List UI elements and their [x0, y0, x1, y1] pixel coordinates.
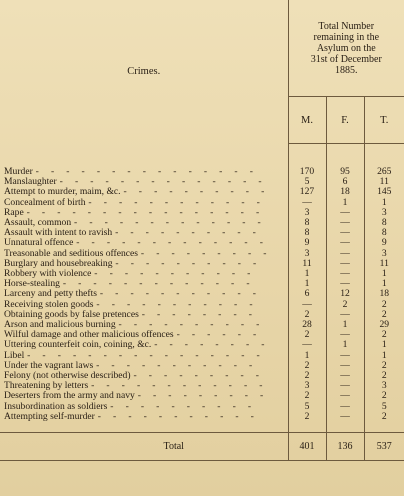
female-count: — — [326, 238, 364, 248]
leader-dots: - - - - - - - - - - - - — [85, 197, 261, 208]
crime-name: Unnatural offence — [4, 238, 74, 249]
crime-name: Obtaining goods by false pretences — [4, 309, 139, 320]
female-count: — — [326, 228, 364, 238]
table-row — [0, 361, 404, 371]
female-count: — — [326, 412, 364, 422]
table-row — [0, 412, 404, 422]
male-count: 28 — [288, 320, 326, 330]
leader-dots: - - - - - - - - - - - — [94, 411, 255, 422]
crime-label — [0, 391, 288, 401]
male-count: 2 — [288, 361, 326, 371]
crime-name: Wilful damage and other malicious offences — [4, 330, 174, 341]
leader-dots: - - - - - - - - - - - - - - — [56, 177, 263, 188]
male-count: 2 — [288, 330, 326, 340]
female-count: 2 — [326, 300, 364, 310]
total-count: 2 — [364, 300, 404, 310]
female-count: — — [326, 249, 364, 259]
crime-name: Receiving stolen goods — [4, 299, 94, 310]
female-count: — — [326, 279, 364, 289]
male-count: 127 — [288, 187, 326, 197]
female-column-heading: F. — [326, 97, 364, 144]
total-remaining-heading — [288, 0, 404, 97]
crime-label — [0, 371, 288, 381]
leader-dots: - - - - - - - - - — [134, 391, 264, 402]
total-count: 2 — [364, 412, 404, 422]
crime-name: Attempt to murder, maim, &c. — [4, 187, 121, 198]
male-count: 9 — [288, 238, 326, 248]
female-count: — — [326, 371, 364, 381]
table-row — [0, 320, 404, 330]
table-row — [0, 310, 404, 320]
table-row — [0, 198, 404, 208]
total-male: 401 — [288, 433, 326, 461]
total-count: 9 — [364, 238, 404, 248]
crime-label — [0, 300, 288, 310]
group-heading-line: Total Number — [318, 20, 375, 32]
crime-label — [0, 228, 288, 238]
total-count: 265 — [364, 167, 404, 177]
leader-dots: - - - - - - - - - - - — [96, 289, 257, 300]
female-count: 12 — [326, 289, 364, 299]
leader-dots: - - - - - - - - - - - — [93, 299, 254, 310]
leader-dots: - - - - - - - - - - - - - - - - — [24, 350, 261, 361]
leader-dots: - - - - - - - - - - — [115, 320, 260, 331]
leader-dots: - - - - - - - - - - - — [91, 269, 251, 280]
crime-label — [0, 289, 288, 299]
group-heading-line: remaining in the — [313, 31, 380, 43]
male-count: 1 — [288, 269, 326, 279]
male-count: 3 — [288, 381, 326, 391]
crime-name: Horse-stealing — [4, 279, 60, 290]
crime-label — [0, 310, 288, 320]
crime-label — [0, 340, 288, 350]
total-count: 145 — [364, 187, 404, 197]
crime-name: Libel — [4, 350, 25, 361]
crime-name: Uttering counterfeit coin, coining, &c. — [4, 340, 152, 351]
male-count: 5 — [288, 402, 326, 412]
female-count: — — [326, 218, 364, 228]
leader-dots: - - - - - - - - - - - - — [88, 381, 263, 392]
table-row — [0, 279, 404, 289]
crime-label — [0, 238, 288, 248]
male-count: 8 — [288, 228, 326, 238]
leader-dots: - - - - - - - - - - - - - - - - — [23, 207, 260, 218]
crime-label — [0, 402, 288, 412]
crime-label — [0, 269, 288, 279]
total-all: 537 — [364, 433, 404, 461]
female-count: — — [326, 269, 364, 279]
crime-name: Concealment of birth — [4, 197, 86, 208]
crimes-column-heading: Crimes. — [127, 66, 161, 78]
crime-name: Insubordination as soldiers — [4, 401, 108, 412]
total-count: 1 — [364, 351, 404, 361]
male-count: 2 — [288, 371, 326, 381]
male-count: 2 — [288, 310, 326, 320]
table-row — [0, 402, 404, 412]
female-count: — — [326, 351, 364, 361]
total-count: 11 — [364, 259, 404, 269]
male-count: 170 — [288, 167, 326, 177]
male-count: 8 — [288, 218, 326, 228]
crime-name: Deserters from the army and navy — [4, 391, 135, 402]
leader-dots: - - - - - - - - - - — [112, 258, 257, 269]
leader-dots: - - - - - - - - - - — [112, 228, 257, 239]
table-spacer — [0, 144, 404, 168]
crime-label — [0, 361, 288, 371]
table-row — [0, 381, 404, 391]
crime-name: Arson and malicious burning — [4, 320, 116, 331]
female-count: — — [326, 391, 364, 401]
total-count: 2 — [364, 391, 404, 401]
crime-name: Felony (not otherwise described) — [4, 371, 131, 382]
male-count: 6 — [288, 289, 326, 299]
leader-dots: - - - - - - - - - - - — [93, 360, 253, 371]
crime-label — [0, 412, 288, 422]
total-count: 29 — [364, 320, 404, 330]
crime-label — [0, 259, 288, 269]
crime-name: Murder — [4, 167, 33, 177]
leader-dots: - - - - - - - - — [151, 340, 265, 351]
total-count: 8 — [364, 218, 404, 228]
total-count: 1 — [364, 340, 404, 350]
total-count: 3 — [364, 249, 404, 259]
female-count: — — [326, 310, 364, 320]
crime-label — [0, 279, 288, 289]
total-female: 136 — [326, 433, 364, 461]
crime-name: Manslaughter — [4, 177, 57, 188]
crime-label — [0, 167, 288, 177]
male-count: — — [288, 340, 326, 350]
table-row — [0, 249, 404, 259]
total-count: 2 — [364, 330, 404, 340]
male-count: 2 — [288, 412, 326, 422]
crime-label — [0, 198, 288, 208]
crime-label — [0, 320, 288, 330]
leader-dots: - - - - - - - - - - - - - — [71, 218, 262, 229]
male-count: — — [288, 300, 326, 310]
leader-dots: - - - - - - - - - - — [107, 401, 252, 412]
crime-name: Threatening by letters — [4, 381, 89, 392]
total-label: Total — [0, 433, 288, 461]
female-count: — — [326, 381, 364, 391]
table-row — [0, 269, 404, 279]
leader-dots: - - - - - - - - - - — [120, 187, 265, 198]
total-count: 1 — [364, 198, 404, 208]
crime-label — [0, 177, 288, 187]
total-count: 3 — [364, 208, 404, 218]
crime-name: Burglary and housebreaking — [4, 258, 113, 269]
group-heading-line: Asylum on the — [316, 42, 376, 54]
table-row — [0, 391, 404, 401]
table-row — [0, 228, 404, 238]
crime-name: Larceny and petty thefts — [4, 289, 97, 300]
table-row — [0, 340, 404, 350]
table-row — [0, 351, 404, 361]
total-count: 2 — [364, 371, 404, 381]
male-count: 11 — [288, 259, 326, 269]
total-column-heading: T. — [364, 97, 404, 144]
male-count: 3 — [288, 208, 326, 218]
leader-dots: - - - - - - - - — [138, 309, 253, 320]
leader-dots: - - - - - - - - - - - - - — [59, 279, 251, 290]
total-count: 11 — [364, 177, 404, 187]
table-row — [0, 208, 404, 218]
leader-dots: - - - - - - — [173, 330, 257, 341]
leader-dots: - - - - - - - - - — [138, 248, 267, 259]
crime-label — [0, 351, 288, 361]
total-row — [0, 433, 404, 461]
crime-name: Assault, common — [4, 218, 72, 229]
leader-dots: - - - - - - - - - - - - - — [73, 238, 264, 249]
group-heading-line: 31st of December — [310, 53, 382, 65]
total-count: 18 — [364, 289, 404, 299]
female-count: 18 — [326, 187, 364, 197]
leader-dots: - - - - - - - - - - - - - - - — [32, 167, 254, 177]
total-count: 1 — [364, 279, 404, 289]
total-count: 8 — [364, 228, 404, 238]
crime-name: Under the vagrant laws — [4, 360, 94, 371]
group-heading-line: 1885. — [335, 64, 358, 76]
table-row — [0, 371, 404, 381]
male-column-heading: M. — [288, 97, 326, 144]
table-row — [0, 218, 404, 228]
female-count: — — [326, 208, 364, 218]
table-row — [0, 238, 404, 248]
table-spacer — [0, 422, 404, 433]
female-count: 1 — [326, 340, 364, 350]
total-count: 2 — [364, 310, 404, 320]
table-row — [0, 167, 404, 177]
crime-label — [0, 187, 288, 197]
male-count: — — [288, 198, 326, 208]
female-count: 1 — [326, 198, 364, 208]
table-body — [0, 144, 404, 433]
male-count: 3 — [288, 249, 326, 259]
total-count: 5 — [364, 402, 404, 412]
table-header-top — [0, 0, 404, 97]
female-count: — — [326, 402, 364, 412]
female-count: 6 — [326, 177, 364, 187]
female-count: 1 — [326, 320, 364, 330]
male-count: 5 — [288, 177, 326, 187]
female-count: — — [326, 259, 364, 269]
female-count: 95 — [326, 167, 364, 177]
female-count: — — [326, 361, 364, 371]
crime-label — [0, 381, 288, 391]
crime-label — [0, 330, 288, 340]
total-count: 3 — [364, 381, 404, 391]
leader-dots: - - - - - - - - - — [130, 371, 260, 382]
male-count: 1 — [288, 279, 326, 289]
crime-label — [0, 218, 288, 228]
male-count: 2 — [288, 391, 326, 401]
total-count: 1 — [364, 269, 404, 279]
crime-name: Attempting self-murder — [4, 411, 95, 422]
crime-name: Robbery with violence — [4, 269, 92, 280]
crime-name: Treasonable and seditious offences — [4, 248, 139, 259]
table-row — [0, 187, 404, 197]
female-count: — — [326, 330, 364, 340]
table-row — [0, 300, 404, 310]
crime-name: Rape — [4, 207, 24, 218]
table-row — [0, 177, 404, 187]
total-count: 2 — [364, 361, 404, 371]
male-count: 1 — [288, 351, 326, 361]
crime-name: Assault with intent to ravish — [4, 228, 113, 239]
table-row — [0, 289, 404, 299]
table-row — [0, 330, 404, 340]
crime-label — [0, 249, 288, 259]
table-row — [0, 259, 404, 269]
crime-label — [0, 208, 288, 218]
